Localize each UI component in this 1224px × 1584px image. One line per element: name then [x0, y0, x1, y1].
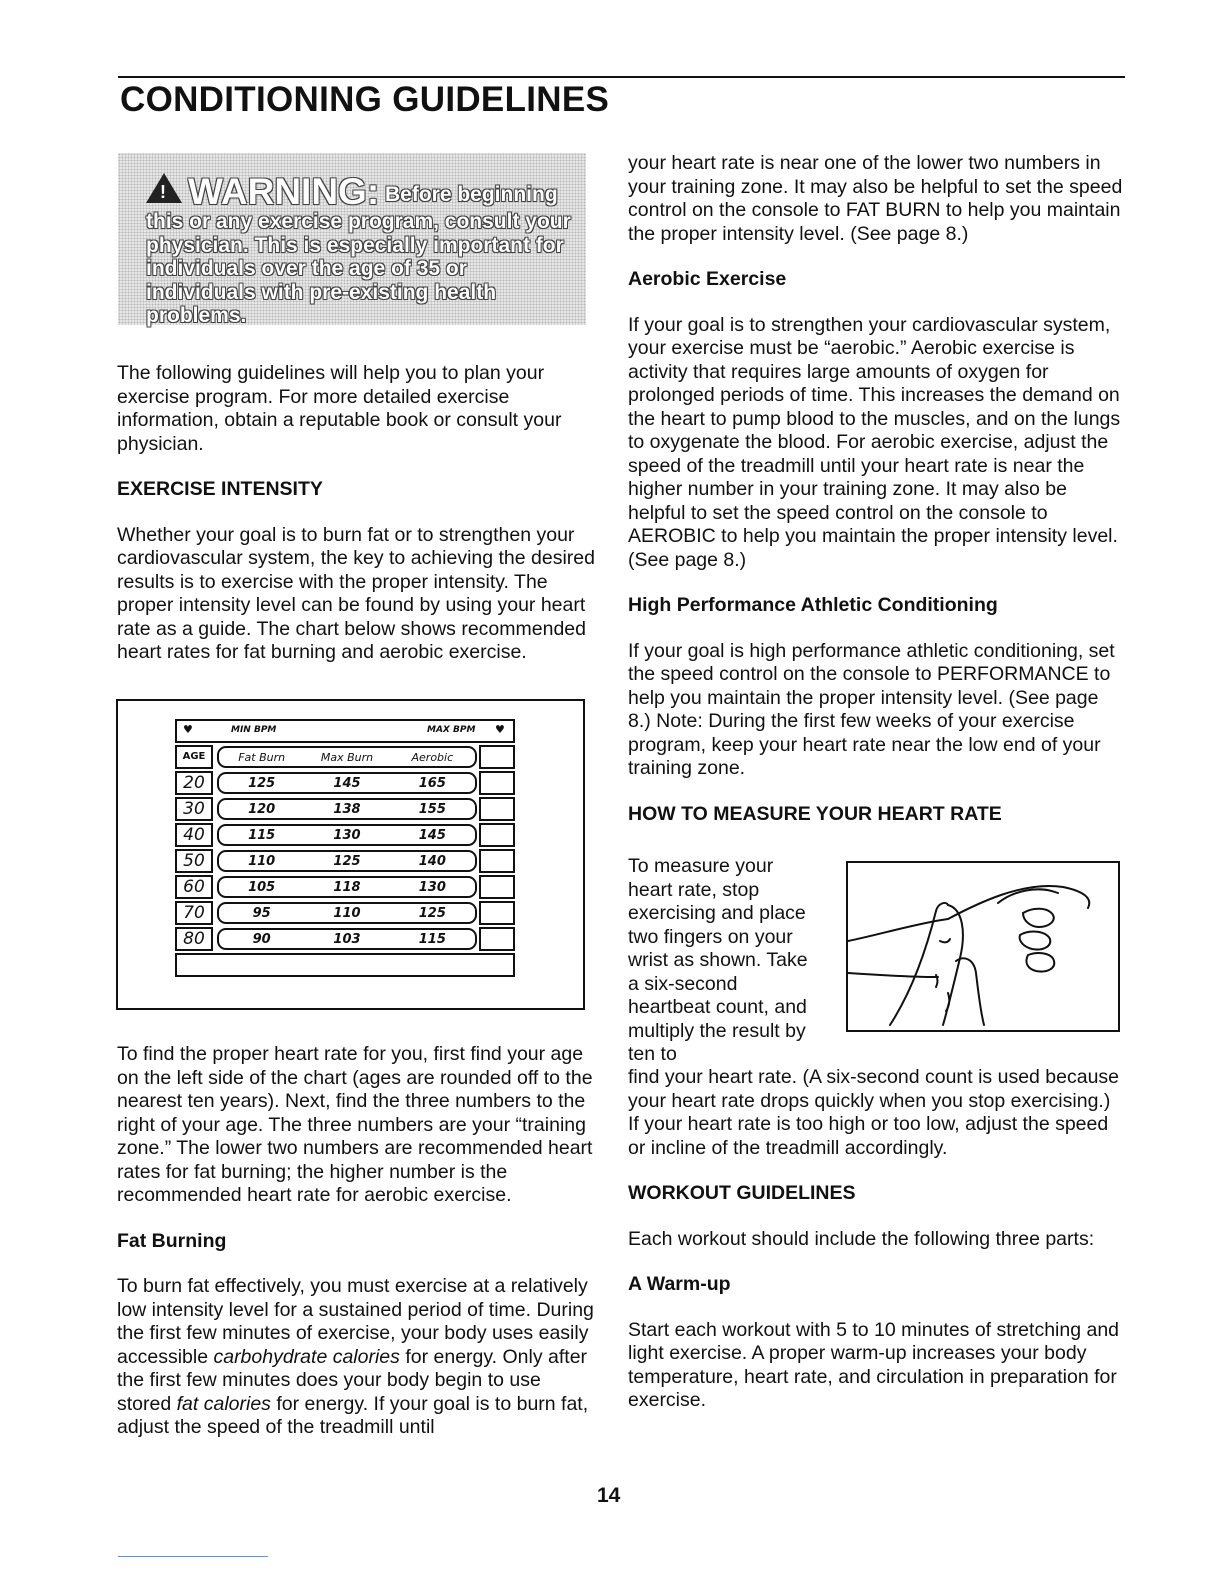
- warning-box: [118, 153, 586, 325]
- chart-led-cell: [479, 875, 515, 899]
- heart-rate-chart: [175, 719, 515, 977]
- chart-rows: [175, 771, 515, 951]
- chart-led-cell: [479, 901, 515, 925]
- max-burn-value: 138: [333, 801, 361, 817]
- heart-rate-values: [217, 876, 477, 898]
- heart-rate-chart-panel: [116, 699, 585, 1010]
- age-cell: 80: [175, 927, 213, 951]
- aerobic-value: 115: [418, 931, 446, 947]
- max-burn-value: 130: [333, 827, 361, 843]
- age-cell: 40: [175, 823, 213, 847]
- chart-led-cell: [479, 927, 515, 951]
- max-burn-value: 125: [333, 853, 361, 869]
- chart-row-age-70: [175, 901, 515, 925]
- aerobic-value: 145: [418, 827, 446, 843]
- fat-burn-value: 90: [252, 931, 271, 947]
- bpm-header-bar: [175, 719, 515, 743]
- warm-up-heading: A Warm-up: [628, 1273, 731, 1295]
- page-title: CONDITIONING GUIDELINES: [120, 80, 610, 119]
- chart-row-age-20: [175, 771, 515, 795]
- find-heart-rate-paragraph: To find the proper heart rate for you, first find your age on the left side of the chart (ages are rounded off to the nearest ten years). Next, find the three numbers to the right of your age. The three numbers are your “training zone.” The lower two numbers are recommended heart rates for fat burning; the higher number is the recommended heart rate for aerobic exercise.: [117, 1043, 593, 1206]
- measure-paragraph: find your heart rate. (A six-second count is used because your heart rate drops quickly when you stop exercising.) If your heart rate is too high or too low, adjust the speed or incline of the treadmill accordingly.: [628, 1066, 1120, 1159]
- chart-row-age-50: [175, 849, 515, 873]
- fat-burn-value: 105: [248, 879, 276, 895]
- chart-header-row: [175, 745, 515, 769]
- max-burn-value: 103: [333, 931, 361, 947]
- workout-guidelines-heading: WORKOUT GUIDELINES: [628, 1182, 856, 1204]
- warning-triangle-icon: [146, 173, 182, 203]
- heart-rate-values: [217, 824, 477, 846]
- fat-burning-paragraph: To burn fat effectively, you must exercise at a relatively low intensity level for a sustained period of time. During the first few minutes of exercise, your body uses easily accessible carbohydrate calories for energy. Only after the first few minutes does your body begin to use stored fat calories for energy. If your goal is to burn fat, adjust the speed of the treadmill until: [117, 1275, 594, 1438]
- right-column-lower: [628, 1066, 1123, 1413]
- column-headers: [217, 746, 477, 768]
- chart-led-cell: [479, 771, 515, 795]
- aerobic-paragraph: If your goal is to strengthen your cardiovascular system, your exercise must be “aerobic.” Aerobic exercise is activity that requires large amounts of oxygen for prolonged periods of time. This increases the demand on the heart to pump blood to the muscles, and on the lungs to oxygenate the blood. For aerobic exercise, adjust the speed of the treadmill until your heart rate is near the higher number in your training zone. It may also be helpful to set the speed control on the console to AEROBIC to help you maintain the proper intensity level. (See page 8.): [628, 313, 1121, 571]
- aerobic-value: 125: [418, 905, 446, 921]
- heart-icon: ♥: [495, 723, 505, 736]
- chart-led-cell: [479, 797, 515, 821]
- right-column-upper: [628, 152, 1123, 826]
- left-column-lower: [117, 1043, 597, 1440]
- aerobic-value: 155: [418, 801, 446, 817]
- exercise-intensity-heading: EXERCISE INTENSITY: [117, 478, 323, 500]
- heart-rate-values: [217, 798, 477, 820]
- chart-row-age-30: [175, 797, 515, 821]
- age-cell: 70: [175, 901, 213, 925]
- fat-burn-header: Fat Burn: [238, 750, 286, 764]
- intro-paragraph: The following guidelines will help you to plan your exercise program. For more detailed exercise information, obtain a reputable book or consult your physician.: [117, 362, 562, 455]
- chart-row-age-40: [175, 823, 515, 847]
- aerobic-value: 165: [418, 775, 446, 791]
- fat-burn-value: 120: [248, 801, 276, 817]
- high-performance-heading: High Performance Athletic Conditioning: [628, 594, 998, 616]
- heart-rate-values: [217, 850, 477, 872]
- max-burn-value: 110: [333, 905, 361, 921]
- age-cell: 20: [175, 771, 213, 795]
- fat-burn-value: 110: [248, 853, 276, 869]
- warning-label: WARNING:: [188, 171, 380, 212]
- warning-body: Before beginning this or any exercise program, consult your physician. This is especially important for individuals over the age of 35 or individuals with pre-existing health problems.: [146, 183, 571, 327]
- high-performance-paragraph: If your goal is high performance athletic conditioning, set the speed control on the console to PERFORMANCE to help you maintain the proper intensity level. (See page 8.) Note: During the first few weeks of your exercise program, keep your heart rate near the low end of your training zone.: [628, 639, 1115, 779]
- max-burn-value: 145: [333, 775, 361, 791]
- workout-guidelines-paragraph: Each workout should include the following three parts:: [628, 1227, 1095, 1250]
- heart-icon: ♥: [183, 723, 193, 736]
- hand-on-wrist-icon: [848, 863, 1118, 1030]
- warning-text: [146, 173, 576, 328]
- warm-up-paragraph: Start each workout with 5 to 10 minutes of stretching and light exercise. A proper warm-up increases your body temperature, heart rate, and circulation in preparation for exercise.: [628, 1318, 1120, 1411]
- fat-burn-value: 125: [248, 775, 276, 791]
- footer-line: [118, 1556, 268, 1557]
- exercise-intensity-paragraph: Whether your goal is to burn fat or to strengthen your cardiovascular system, the key to achieving the desired results is to exercise with the proper intensity. The proper intensity level can be found by using your heart rate as a guide. The chart below shows recommended heart rates for fat burning and aerobic exercise.: [117, 523, 595, 663]
- fat-burn-value: 115: [248, 827, 276, 843]
- chart-led-cell: [479, 823, 515, 847]
- left-column-upper: [117, 362, 597, 665]
- chart-bottom-bar: [175, 953, 515, 977]
- age-cell: 30: [175, 797, 213, 821]
- heart-rate-values: [217, 772, 477, 794]
- heart-rate-values: [217, 902, 477, 924]
- measure-wrap-text: To measure your heart rate, stop exercising and place two fingers on your wrist as shown. Take a six-second heartbeat count, and multiply the result by ten to: [628, 855, 808, 1065]
- aerobic-heading: Aerobic Exercise: [628, 268, 787, 290]
- age-header: AGE: [175, 745, 213, 769]
- fat-burning-continued: your heart rate is near one of the lower two numbers in your training zone. It may also be helpful to set the speed control on the console to FAT BURN to help you maintain the proper intensity level. (See page 8.): [628, 152, 1123, 245]
- min-bpm-label: MIN BPM: [231, 725, 277, 735]
- fat-burn-value: 95: [252, 905, 271, 921]
- aerobic-value: 130: [418, 879, 446, 895]
- top-rule: [118, 76, 1125, 78]
- chart-led-cell: [479, 849, 515, 873]
- fat-burning-heading: Fat Burning: [117, 1229, 227, 1252]
- measure-heart-rate-heading: HOW TO MEASURE YOUR HEART RATE: [628, 802, 1002, 825]
- max-burn-value: 118: [333, 879, 361, 895]
- wrist-pulse-illustration: [846, 861, 1120, 1032]
- age-cell: 60: [175, 875, 213, 899]
- max-burn-header: Max Burn: [320, 750, 374, 764]
- max-bpm-label: MAX BPM: [427, 725, 476, 735]
- page-number: 14: [597, 1484, 621, 1507]
- chart-row-age-80: [175, 927, 515, 951]
- aerobic-header: Aerobic: [411, 750, 454, 764]
- aerobic-value: 140: [418, 853, 446, 869]
- chart-led-cell: [479, 745, 515, 769]
- chart-row-age-60: [175, 875, 515, 899]
- age-cell: 50: [175, 849, 213, 873]
- heart-rate-values: [217, 928, 477, 950]
